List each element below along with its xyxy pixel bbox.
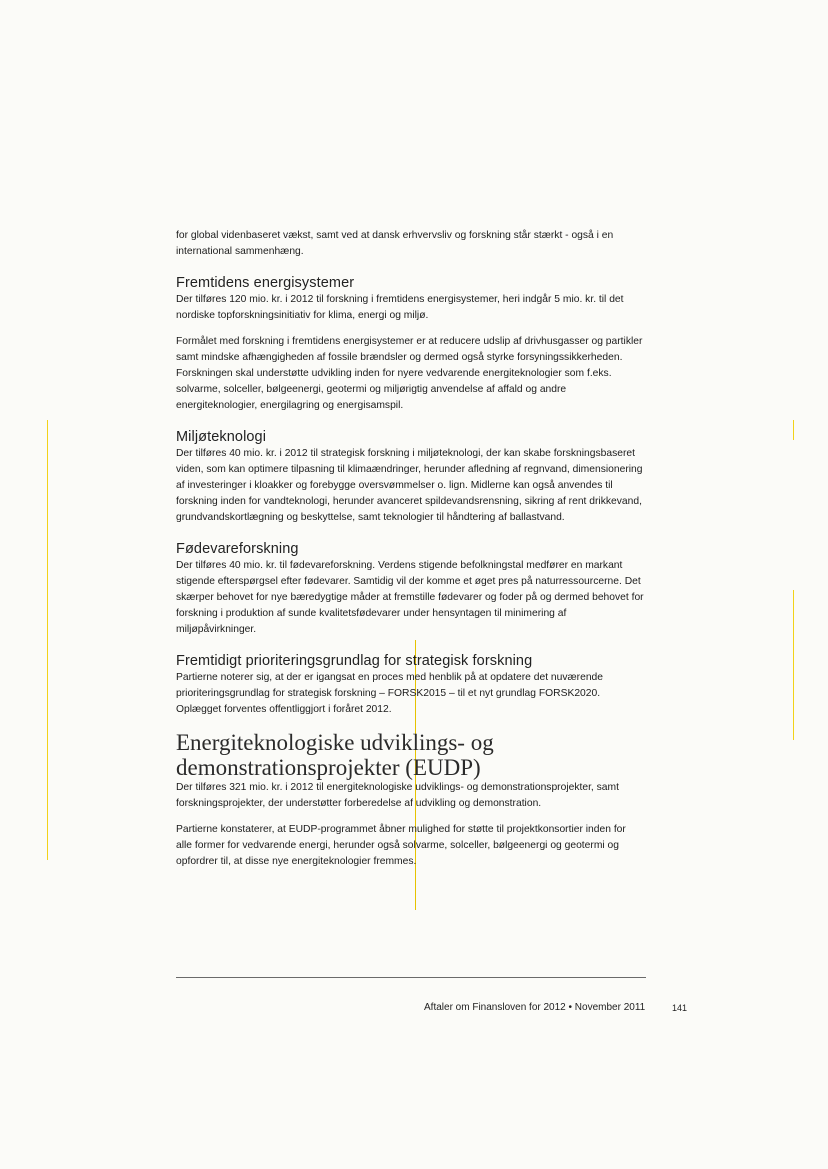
paragraph: Der tilføres 321 mio. kr. i 2012 til energiteknologiske udviklings- og demonstrationsprojekter, samt forskningsprojekter, der understøtter forberedelse af udvikling og demonstration.	[176, 782, 619, 809]
footer-rule	[176, 977, 646, 978]
footer-title: Aftaler om Finansloven for 2012 • November 2011	[424, 1002, 646, 1013]
heading-miljoeteknologi: Miljøteknologi	[176, 429, 267, 445]
paragraph: Partierne konstaterer, at EUDP-programmet åbner mulighed for støtte til projektkonsortier inden for alle former for vedvarende energi, herunder også solvarme, solceller, bølgeenergi og geotermi og opfordrer til, at disse nye energiteknologier fremmes.	[176, 824, 626, 867]
paragraph: Der tilføres 40 mio. kr. til fødevareforskning. Verdens stigende befolkningstal medfører en markant stigende efterspørgsel efter fødevarer. Samtidig vil der komme et øget pres på naturressourcerne. Det skærper behovet for nye bæredygtige måder at fremstille fødevarer og foder på og dermed behovet for forskning i produktion af sunde kvalitetsfødevarer under hensyntagen til minimering af miljøpåvirkninger.	[176, 560, 644, 635]
paragraph: Der tilføres 40 mio. kr. i 2012 til strategisk forskning i miljøteknologi, der kan skabe forskningsbaseret viden, som kan optimere tilpasning til klimaændringer, herunder afledning af regnvand, dimensionering af investeringer i kloakker og forebygge oversvømmelser o. lign. Midlerne kan også anvendes til forskning inden for vandteknologi, herunder avanceret spildevandsrensning, sikring af rent drikkevand, grundvandskortlægning og beskyttelse, samt teknologier til håndtering af ballastvand.	[176, 448, 643, 523]
heading-prioriteringsgrundlag: Fremtidigt prioriteringsgrundlag for strategisk forskning	[176, 653, 533, 669]
page-number: 141	[672, 1003, 688, 1013]
paragraph: Partierne noterer sig, at der er igangsat en proces med henblik på at opdatere det nuværende prioriteringsgrundlag for strategisk forskning – FORSK2015 – til et nyt grundlag FORSK2020. Oplægget forventes offentliggjort i foråret 2012.	[176, 672, 604, 715]
paragraph: Formålet med forskning i fremtidens energisystemer er at reducere udslip af drivhusgasser og partikler samt mindske afhængigheden af fossile brændsler og dermed også styrke forsyningssikkerheden. Forskningen skal understøtte udvikling inden for nyere vedvarende energiteknologier som f.eks. solvarme, solceller, bølgeenergi, geotermi og miljørigtig anvendelse af affald og andre energiteknologier, energilagring og energisamspil.	[176, 336, 643, 411]
heading-fremtidens-energisystemer: Fremtidens energisystemer	[176, 275, 355, 291]
scan-artifact-line	[793, 420, 794, 440]
heading-eudp: Energiteknologiske udviklings- og demonstrationsprojekter (EUDP)	[176, 730, 494, 780]
scan-artifact-line	[47, 420, 48, 860]
heading-foedevareforskning: Fødevareforskning	[176, 541, 299, 557]
paragraph: Der tilføres 120 mio. kr. i 2012 til forskning i fremtidens energisystemer, heri indgår 5 mio. kr. til det nordiske topforskningsinitiativ for klima, energi og miljø.	[176, 294, 624, 321]
scan-artifact-line	[793, 590, 794, 740]
intro-paragraph: for global videnbaseret vækst, samt ved at dansk erhvervsliv og forskning står stærkt - også i en international sammenhæng.	[176, 230, 614, 257]
main-content	[176, 228, 644, 870]
